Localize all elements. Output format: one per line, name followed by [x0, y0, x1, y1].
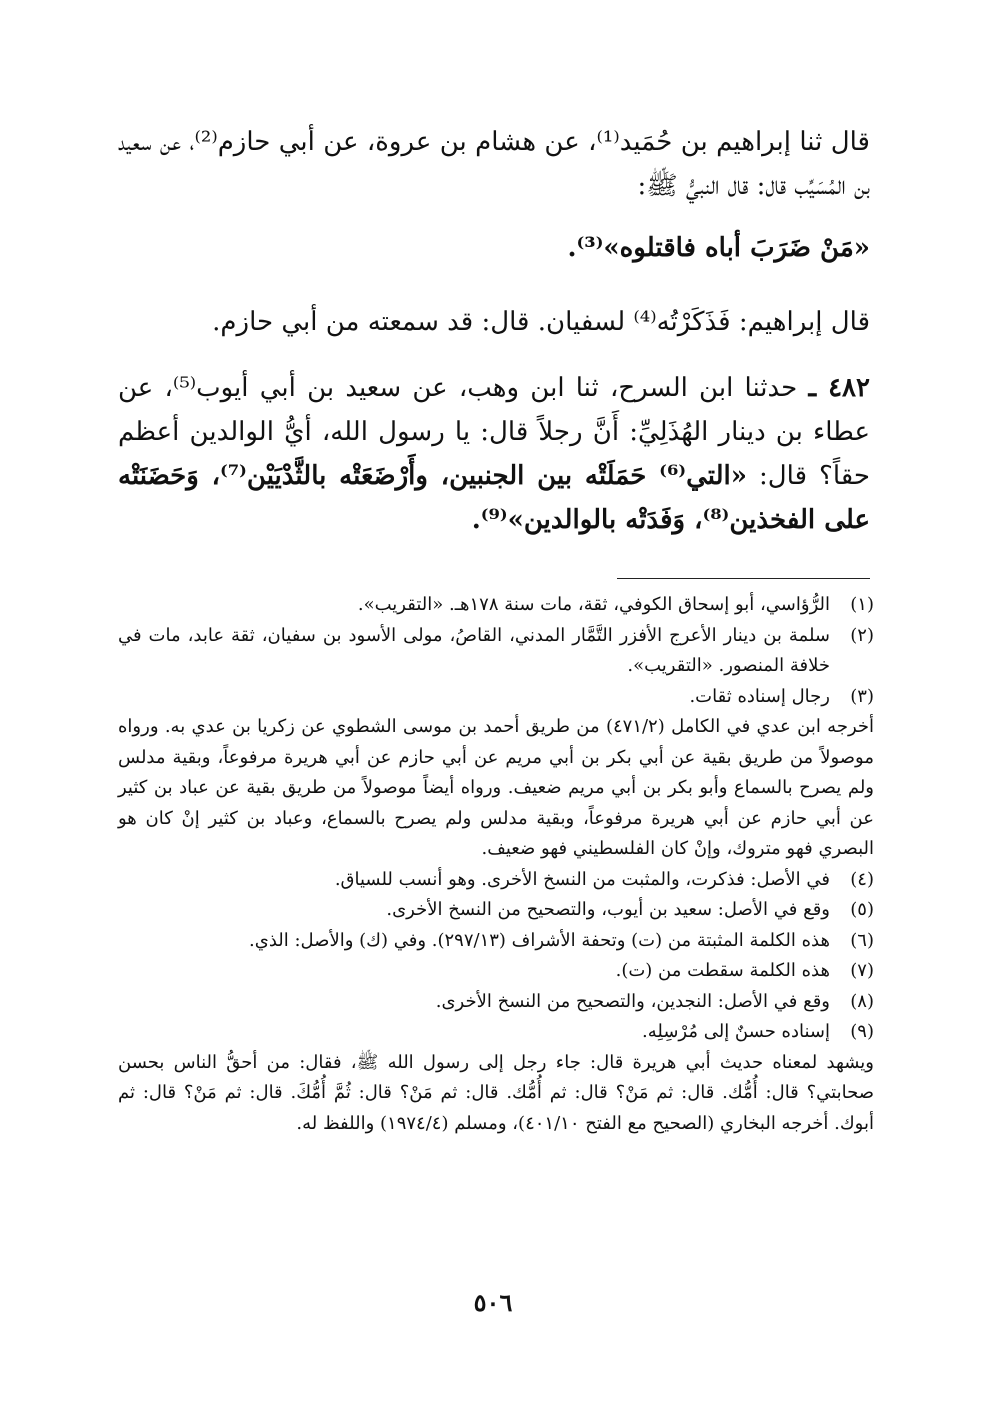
hadith-number: ٤٨٢ ـ — [808, 373, 870, 403]
footnote-text: وقع في الأصل: النجدين، والتصحيح من النسخ الأخرى. — [435, 990, 830, 1012]
footnote-8 — [118, 987, 874, 1018]
footnote-number: (٧) — [850, 960, 874, 981]
footnote-5 — [118, 895, 874, 926]
footnote-3 — [118, 682, 874, 713]
footnote-3-continuation: أخرجه ابن عدي في الكامل (٤٧١/٢) من طريق أحمد بن موسى الشطوي عن زكريا بن عدي به. ورواه موصولاً من طريق بقية عن أبي بكر بن أبي مريم عن أبي حازم عن أبي هريرة مرفوعاً، وبقية مدلس ولم يصرح بالسماع وأبو بكر بن أبي مريم ضعيف. ورواه أيضاً موصولاً من طريق بقية عن عباد بن كثير عن أبي حازم عن أبي هريرة مرفوعاً، وبقية مدلس ولم يصرح بالسماع، وعباد بن كثير إنْ كان هو البصري فهو متروك، وإنْ كان الفلسطيني فهو ضعيف. — [118, 716, 875, 859]
footnote-number: (٨) — [850, 990, 874, 1012]
footnote-1 — [118, 590, 874, 621]
isnad-paragraph: قال ثنا إبراهيم بن حُمَيد⁽¹⁾، عن هشام بن عروة، عن أبي حازم⁽²⁾، عن سعيد بن المُسَيِّب قال: قال النبيُّ ﷺ: — [118, 127, 870, 201]
footnote-9 — [118, 1017, 874, 1048]
footnote-text: الرُّؤاسي، أبو إسحاق الكوفي، ثقة، مات سنة ١٧٨هـ. «التقريب». — [357, 594, 830, 615]
ibrahim-paragraph: قال إبراهيم: فَذَكَرْتُه⁽⁴⁾ لسفيان. قال: قد سمعته من أبي حازم. — [212, 307, 870, 337]
footnote-text: إسناده حسنٌ إلى مُرْسِلِه. — [642, 1021, 830, 1042]
footnote-number: (٣) — [850, 685, 874, 707]
footnote-number: (٩) — [850, 1021, 874, 1042]
footnotes — [118, 590, 874, 1139]
footnote-number: (١) — [850, 594, 874, 615]
footnote-2 — [118, 621, 874, 682]
footnote-text: رجال إسناده ثقات. — [689, 685, 830, 707]
footnote-4 — [118, 865, 874, 896]
hadith-482-matn: «التي⁽⁶⁾ حَمَلَتْه بين الجنبين، وأَرْضَعَتْه بالثَّدْيَيْن⁽⁷⁾، وَحَضَنَتْه على الفخذين⁽⁸⁾، وَفَدَتْه بالوالدين»⁽⁹⁾. — [118, 461, 870, 535]
footnote-text: هذه الكلمة سقطت من (ت). — [615, 960, 830, 981]
hadith-text: «مَنْ ضَرَبَ أباه فاقتلوه»⁽³⁾. — [567, 233, 870, 263]
hadith-482-isnad: حدثنا ابن السرح، ثنا ابن وهب، عن سعيد بن أبي أيوب⁽⁵⁾، عن عطاء بن دينار الهُذَلِيِّ: أَنَّ رجلاً قال: يا رسول الله، أيُّ الوالدين أعظم حقاً؟ قال: — [118, 373, 870, 491]
footnote-text: في الأصل: فذكرت، والمثبت من النسخ الأخرى. وهو أنسب للسياق. — [334, 868, 830, 890]
footnote-text: هذه الكلمة المثبتة من (ت) وتحفة الأشراف (٢٩٧/١٣). وفي (ك) والأصل: الذي. — [249, 929, 830, 951]
footnote-number: (٦) — [850, 929, 874, 951]
footnote-9-continuation: ويشهد لمعناه حديث أبي هريرة قال: جاء رجل إلى رسول الله ﷺ، فقال: من أحقُّ الناس بحسن صحابتي؟ قال: أُمُّك. قال: ثم مَنْ؟ قال: ثم أُمُّك. قال: ثم مَنْ؟ قال: ثُمَّ أُمُّكَ. قال: ثم مَنْ؟ قال: ثم أبوك. أخرجه البخاري (الصحيح مع الفتح ٤٠١/١٠)، ومسلم (١٩٧٤/٤) واللفظ له. — [118, 1051, 874, 1134]
page-number: ٥٠٦ — [473, 1288, 513, 1317]
footnote-text: سلمة بن دينار الأعرج الأفزر التَّمَّار المدني، القاصُ، مولى الأسود بن سفيان، ثقة عابد، مات في خلافة المنصور. «التقريب». — [118, 624, 830, 676]
footnote-7 — [118, 956, 874, 987]
hadith-482-paragraph — [118, 366, 870, 542]
footnote-number: (٥) — [850, 899, 874, 920]
footnote-divider — [617, 578, 870, 579]
footnote-number: (٢) — [850, 624, 874, 646]
footnote-number: (٤) — [850, 868, 874, 890]
main-text — [118, 120, 870, 542]
footnote-6 — [118, 926, 874, 957]
footnote-text: وقع في الأصل: سعيد بن أيوب، والتصحيح من النسخ الأخرى. — [386, 899, 830, 920]
